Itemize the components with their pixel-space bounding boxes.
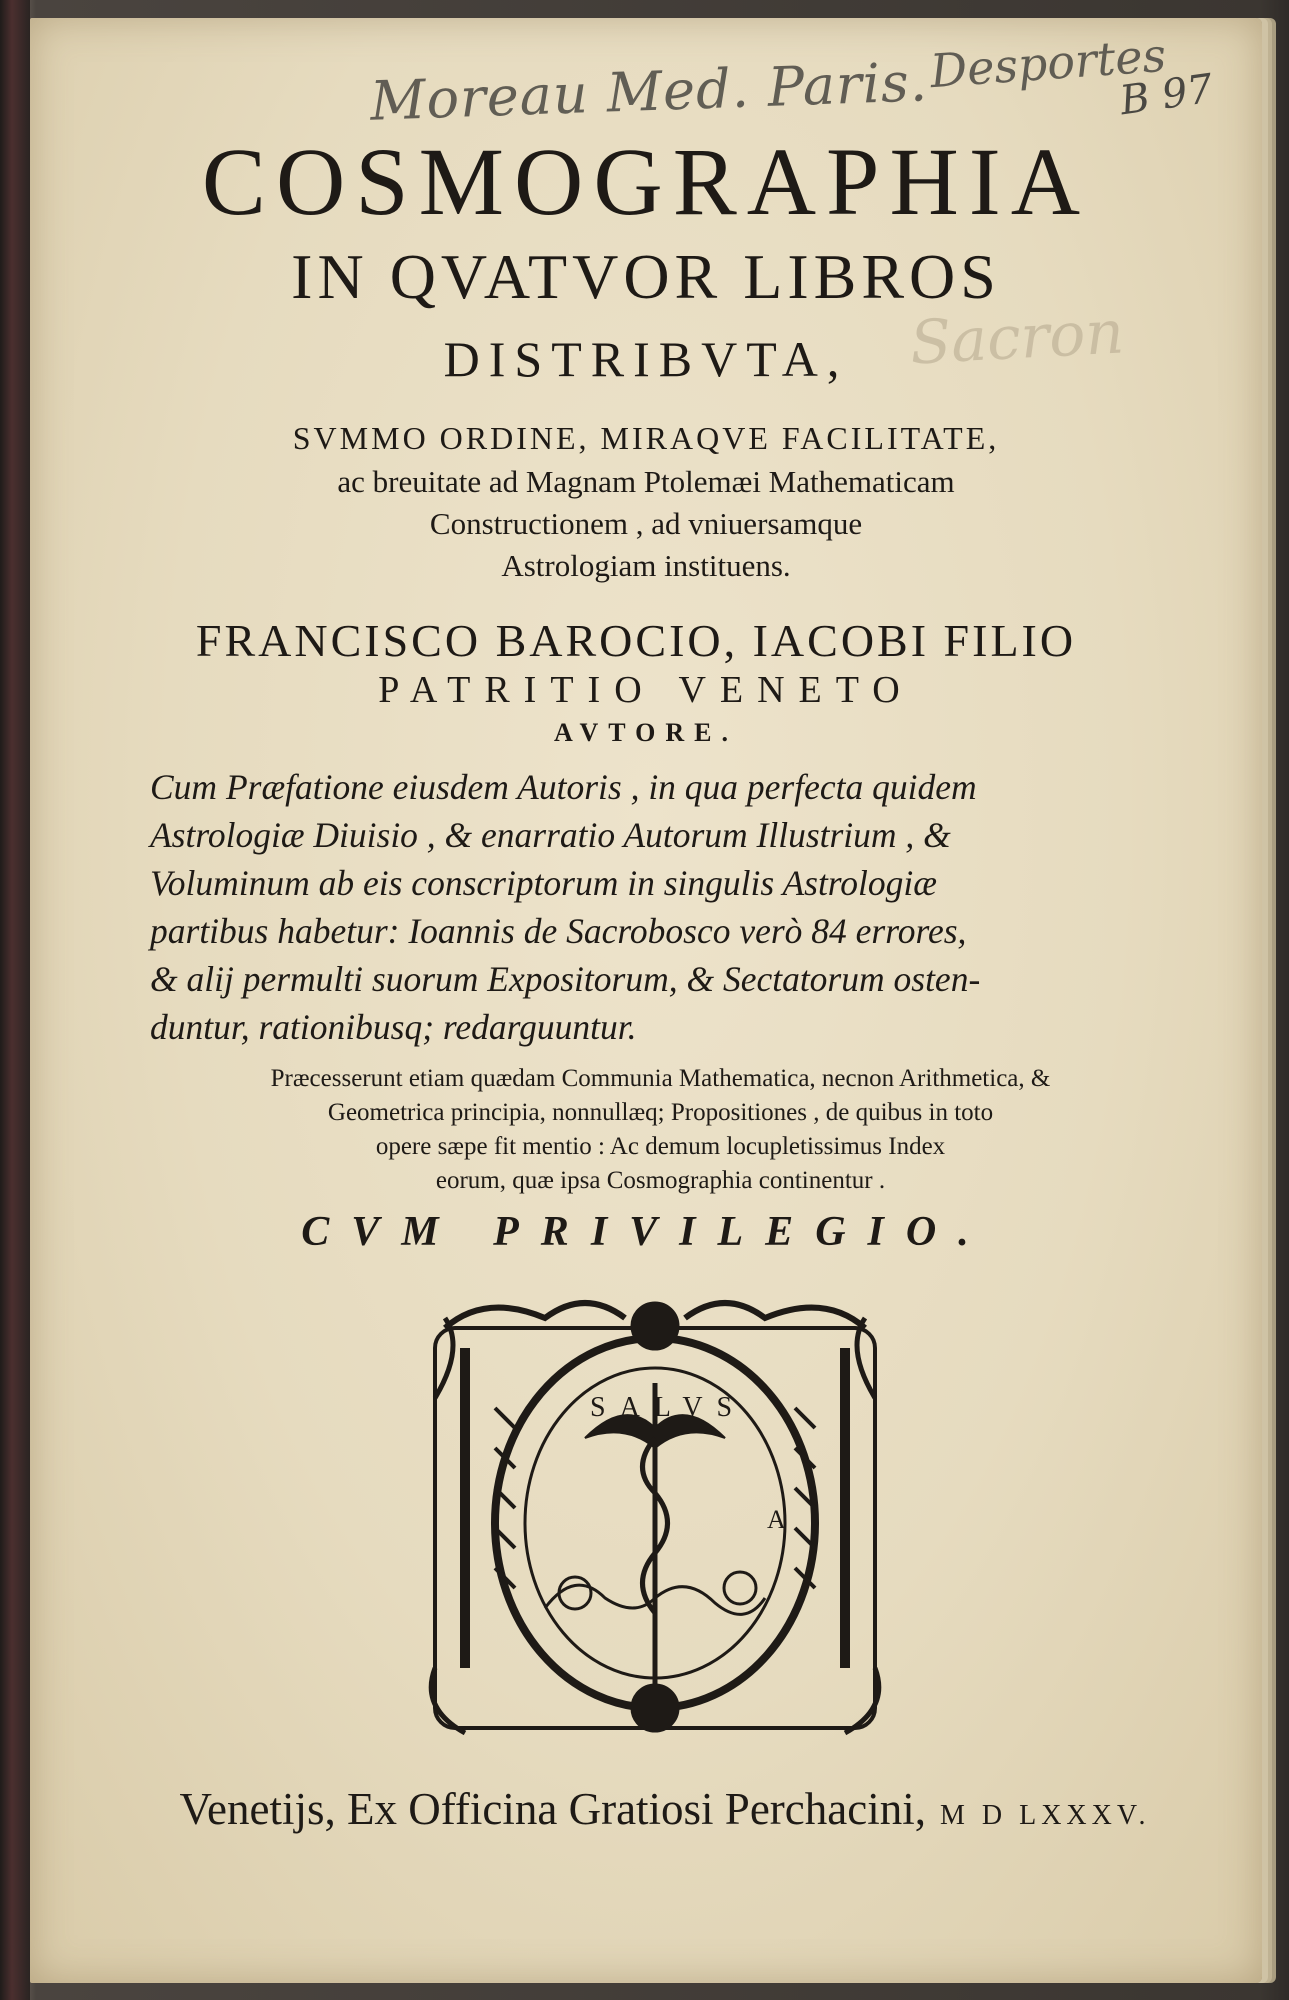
imprint-year: M D LXXXV. [939,1800,1151,1831]
subtitle-line-4: Astrologiam instituens. [501,548,791,583]
printers-mark-motto: SALVS [590,1392,747,1423]
author-origin: PATRITIO VENETO [378,669,914,711]
title-line-3: DISTRIBVTA, [443,331,849,387]
main-title: COSMOGRAPHIA [201,128,1091,235]
contents-line: Præcesserunt etiam quædam Communia Mathematica, necnon Arithmetica, & [270,1065,1051,1092]
preface-line: duntur, rationibusq; redarguuntur. [150,1007,637,1047]
preface-line: Astrologiæ Diuisio , & enarratio Autorum Illustrium , & [150,815,951,855]
imprint [130,1783,1200,1835]
printers-mark-letter: A [767,1505,786,1534]
book-spine [0,0,30,2000]
preface-line: & alij permulti suorum Expositorum, & Sectatorum osten- [150,959,981,999]
author-label: AVTORE. [554,718,738,747]
subtitle-line-2: ac breuitate ad Magnam Ptolemæi Mathematicam [337,464,955,499]
title-line-2: IN QVATVOR LIBROS [291,241,1001,312]
contents-line: eorum, quæ ipsa Cosmographia continentur . [435,1167,886,1194]
privilege-line: CVM PRIVILEGIO. [301,1209,991,1255]
handwritten-name: Desportes [928,27,1168,99]
preface-line: partibus habetur: Ioannis de Sacrobosco verò 84 errores, [150,911,967,951]
imprint-text: Venetijs, Ex Officina Gratiosi Perchacini, [179,1784,926,1834]
handwritten-shelfmark: B 97 [1117,65,1216,125]
subtitle-line-3: Constructionem , ad vniuersamque [429,506,863,541]
author-name: FRANCISCO BAROCIO, IACOBI FILIO [195,615,1077,666]
faint-handwriting: Sacron [908,297,1126,379]
contents-line: opere sæpe fit mentio : Ac demum locupletissimus Index [375,1133,946,1160]
contents-line: Geometrica principia, nonnullæq; Propositiones , de quibus in toto [327,1099,994,1126]
title-page [30,18,1262,1983]
printers-mark-woodcut [425,1288,885,1748]
subtitle-line-1: SVMMO ORDINE, MIRAQVE FACILITATE, [292,420,1000,456]
contents-paragraph [148,1062,1173,1198]
preface-line: Voluminum ab eis conscriptorum in singulis Astrologiæ [150,863,937,903]
preface-line: Cum Præfatione eiusdem Autoris , in qua perfecta quidem [150,767,977,807]
handwritten-owner-note: Moreau Med. Paris. [369,50,929,133]
preface-paragraph [150,763,1170,1051]
